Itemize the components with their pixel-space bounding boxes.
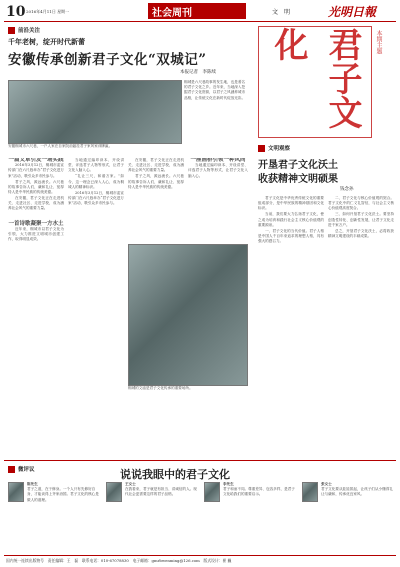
essay-kicker: 文明观察 bbox=[258, 144, 290, 152]
avatar bbox=[8, 482, 24, 502]
top-subtitle: 千年老树，绽开时代新蕾 bbox=[8, 37, 85, 46]
footer-rule bbox=[4, 555, 396, 556]
voice-text: 在我看来，君子就是有担当、讲诚信的人。现代社会更需要这样的君子品格。 bbox=[125, 487, 197, 497]
kicker-square-icon bbox=[8, 27, 15, 34]
issue-date: 2016年4月11日 星期一 bbox=[26, 9, 70, 14]
voice-name: 陈先生 bbox=[27, 482, 38, 486]
top-col-4: 一座画桥引领一种风尚 当地通过编印读本、开设讲堂、评选君子人物等形式，让君子文化入脑入心。 bbox=[188, 158, 248, 178]
voice-text: 君子之道，在于修身。一个人只有先修好自身，才能谈得上齐家治国。君子文化的核心是做人的道理。 bbox=[27, 487, 99, 502]
top-col-2: 当地通过编印读本、开设讲堂、评选君子人物等形式，让君子文化入脑入心。 “礼让三尺，和谐万家。”如今，这一理念已深入人心，成为桐城人的精神标识。 2016年3月12日，桐城市委宣传部门在六尺巷举办“君子文化进万家”活动，吸引众多市民参与。 bbox=[68, 158, 124, 206]
voice-item bbox=[106, 482, 198, 552]
kicker-square-icon bbox=[258, 145, 265, 152]
top-lead: 桐城是六尺巷故事的发生地，也是著名的君子文化之乡。近年来，当地深入挖掘君子文化资源，以君子之风涵养城市品格，让传统文化在新时代绽放光彩。 bbox=[184, 80, 246, 100]
temple-photo bbox=[128, 244, 248, 386]
voice-item bbox=[302, 482, 394, 552]
temple-photo-caption: 桐城的文庙是君子文化传承的重要场所。 bbox=[128, 386, 193, 390]
bottom-kicker: 微评议 bbox=[8, 465, 35, 473]
header-rule bbox=[4, 21, 396, 22]
subhead-1: 一篇文章引发一场实践 bbox=[8, 158, 64, 163]
bottom-rule bbox=[4, 460, 396, 461]
calligraphy-small: 本期主题 bbox=[375, 30, 382, 54]
top-byline: 本报记者 李陈续 bbox=[180, 70, 216, 75]
voice-name: 李先生 bbox=[223, 482, 234, 486]
essay-title-1: 开垦君子文化沃土 bbox=[258, 160, 338, 171]
voices-row bbox=[8, 482, 394, 552]
voice-name: 张女士 bbox=[321, 482, 332, 486]
kicker-square-icon bbox=[8, 466, 15, 473]
paper-logo: 光明日報 bbox=[328, 5, 377, 19]
voice-item bbox=[8, 482, 100, 552]
top-photo-caption: 安徽桐城市六尺巷，一户人家在自家院前悬挂君子家风家训牌匾。 bbox=[8, 144, 113, 148]
subhead-3: 一座画桥引领一种风尚 bbox=[190, 158, 246, 163]
top-kicker: 前沿关注 bbox=[8, 26, 40, 34]
calligraphy-block: 君子文化 bbox=[258, 26, 372, 138]
bottom-title: 说说我眼中的君子文化 bbox=[120, 468, 230, 481]
channel-name: 文 明 bbox=[271, 8, 290, 16]
section-name: 社会周刊 bbox=[152, 7, 192, 19]
subhead-2: 一首诗歌凝聚一方水土 bbox=[8, 220, 64, 227]
footer-text: 国内统一连续出版物号 责任编辑：王 磊 联系电话：010-67078830 电子邮箱：gmrbwenming@126.com 版式设计：崔 巍 bbox=[6, 558, 232, 563]
essay-title-2: 收获精神文明硕果 bbox=[258, 174, 338, 185]
essay-col-1: 君子文化是中华优秀传统文化的重要组成部分，是中华民族的精神基因和文化标识。 当前，我们要大力弘扬君子文化，使之成为培育和践行社会主义核心价值观的重要源泉。 一、君子文化的当代价值。君子人格是中国人千百年来追求的理想人格，具有强大的感召力。 bbox=[258, 196, 324, 244]
top-headline: 安徽传承创新君子文化“双城记” bbox=[8, 52, 207, 68]
essay-author: 钱念孙 bbox=[340, 187, 354, 192]
top-col-3: 在安徽，君子文化正在走进机关、走进社区、走进学校，成为涵养社会风气的重要力量。 君子之风，源远流长。六尺巷的故事告诉人们，谦和礼让、宽厚待人是中华民族的传统美德。 bbox=[128, 158, 184, 189]
top-col-1: 一篇文章引发一场实践 2016年3月12日，桐城市委宣传部门在六尺巷举办“君子文化进万家”活动，吸引众多市民参与。 君子之风，源远流长。六尺巷的故事告诉人们，谦和礼让、宽厚待人是中华民族的传统美德。 在安徽，君子文化正在走进机关、走进社区、走进学校，成为涵养社会风气的重要力量。 一首诗歌凝聚一方水土 近年来，桐城市以君子文化为引领，大力推进文明城市创建工作，取得明显成效。 bbox=[8, 158, 64, 242]
essay-col-2: 二、君子文化与核心价值观的契合。君子文化中的仁义礼智信，与社会主义核心价值观高度契合。 三、如何开垦君子文化沃土。要坚持创造性转化、创新性发展，让君子文化走进千家万户。 总之，开垦君子文化沃土，必将收获精神文明建设的丰硕成果。 bbox=[328, 196, 394, 239]
voice-text: 君子和而不同。尊重差异、包容多样，是君子文化给我们的重要启示。 bbox=[223, 487, 295, 497]
avatar bbox=[302, 482, 318, 502]
voice-name: 王女士 bbox=[125, 482, 136, 486]
voice-item bbox=[204, 482, 296, 552]
avatar bbox=[204, 482, 220, 502]
avatar bbox=[106, 482, 122, 502]
section-tag bbox=[148, 3, 290, 19]
voice-text: 君子文化要从娃娃抓起，让孩子们从小懂得礼让与谦和，传承优良家风。 bbox=[321, 487, 393, 497]
page-number: 10 bbox=[6, 4, 26, 20]
top-photo bbox=[8, 80, 182, 144]
